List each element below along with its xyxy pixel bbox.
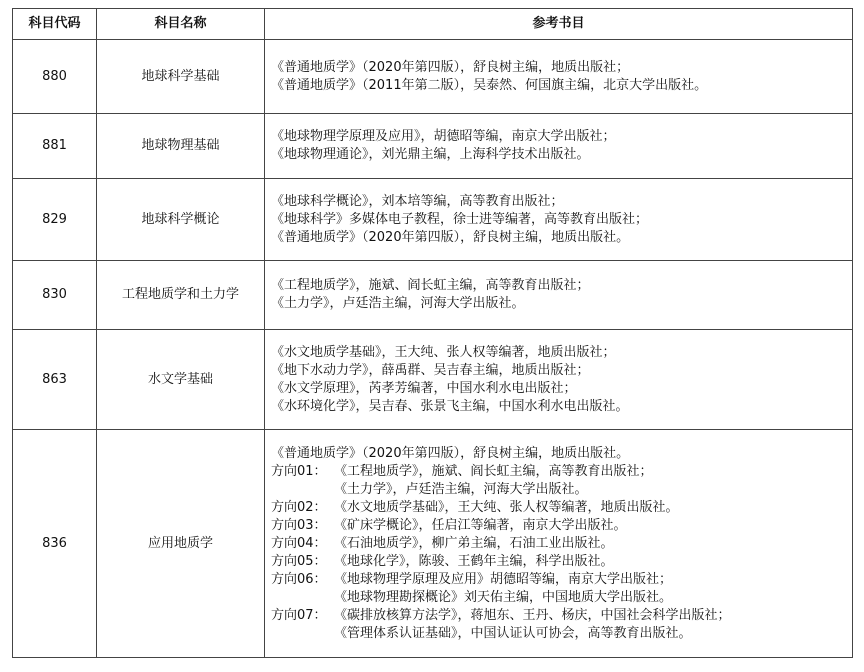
- subject-name: 地球科学基础: [97, 40, 265, 114]
- reference-text: 《土力学》，卢廷浩主编，河海大学出版社。: [271, 296, 525, 311]
- subject-name: 应用地质学: [97, 430, 265, 658]
- direction-label: 方向07：: [271, 607, 327, 623]
- reference-text: 《地球化学》，陈骏、王鹤年主编，科学出版社。: [334, 553, 614, 569]
- reference-books: [265, 114, 853, 179]
- direction-label: 方向01：: [271, 463, 327, 479]
- subject-code: 836: [13, 430, 97, 658]
- reference-text: 《地球物理学原理及应用》，胡德昭等编，南京大学出版社；: [271, 129, 616, 144]
- reference-text: 《矿床学概论》，任启江等编著，南京大学出版社。: [334, 517, 627, 533]
- subject-code: 830: [13, 261, 97, 330]
- reference-line: [271, 211, 852, 229]
- reference-text: 《石油地质学》，柳广弟主编，石油工业出版社。: [334, 535, 614, 551]
- table-row: [13, 261, 853, 330]
- reference-text: 《普通地质学》（2020年第四版），舒良树主编，地质出版社。: [271, 445, 630, 461]
- table-row: [13, 430, 853, 658]
- reference-text: 《土力学》，卢廷浩主编，河海大学出版社。: [334, 481, 588, 497]
- reference-line: [271, 463, 852, 481]
- reference-books: [265, 179, 853, 261]
- direction-label: 方向05：: [271, 553, 327, 569]
- reference-line: [271, 128, 852, 146]
- subject-code: 829: [13, 179, 97, 261]
- reference-line: [271, 398, 852, 416]
- reference-text: 《地球科学》多媒体电子教程，徐士进等编著，高等教育出版社；: [271, 211, 649, 227]
- reference-text: 《工程地质学》，施斌、阎长虹主编，高等教育出版社；: [271, 278, 590, 293]
- reference-line: [271, 344, 852, 362]
- reference-line: [271, 553, 852, 571]
- reference-text: 《管理体系认证基础》，中国认证认可协会，高等教育出版社。: [334, 625, 692, 641]
- reference-text: 《普通地质学》（2020年第四版），舒良树主编，地质出版社。: [271, 229, 630, 245]
- reference-books: [265, 261, 853, 330]
- reference-text: 《水文学原理》，芮孝芳编著，中国水利水电出版社；: [271, 380, 577, 396]
- reference-line: [271, 295, 852, 313]
- reference-line: [271, 481, 852, 499]
- reference-line: [271, 625, 852, 643]
- reference-books: [265, 430, 853, 658]
- direction-label: 方向06：: [271, 571, 327, 587]
- reference-line: [271, 535, 852, 553]
- direction-label: 方向03：: [271, 517, 327, 533]
- reference-text: 《水文地质学基础》，王大纯、张人权等编著，地质出版社。: [334, 499, 679, 515]
- reference-text: 《普通地质学》（2011年第二版），吴泰然、何国旗主编，北京大学出版社。: [271, 77, 708, 93]
- direction-label: 方向04：: [271, 535, 327, 551]
- reference-table: [12, 8, 853, 658]
- reference-text: 《碳排放核算方法学》，蒋旭东、王丹、杨庆，中国社会科学出版社；: [334, 607, 731, 623]
- subject-name: 地球科学概论: [97, 179, 265, 261]
- header-code: 科目代码: [13, 9, 97, 40]
- reference-line: [271, 607, 852, 625]
- reference-text: 《普通地质学》（2020年第四版），舒良树主编，地质出版社；: [271, 59, 630, 75]
- reference-line: [271, 362, 852, 380]
- subject-code: 881: [13, 114, 97, 179]
- reference-line: [271, 146, 852, 164]
- reference-line: [271, 77, 852, 95]
- reference-line: [271, 445, 852, 463]
- reference-line: [271, 277, 852, 295]
- reference-line: [271, 589, 852, 607]
- subject-name: 水文学基础: [97, 330, 265, 430]
- reference-line: [271, 517, 852, 535]
- header-refs: 参考书目: [265, 9, 853, 40]
- reference-line: [271, 499, 852, 517]
- reference-text: 《地球科学概论》，刘本培等编，高等教育出版社；: [271, 193, 564, 209]
- subject-name: 地球物理基础: [97, 114, 265, 179]
- reference-text: 《工程地质学》，施斌、阎长虹主编，高等教育出版社；: [334, 463, 653, 479]
- header-name: 科目名称: [97, 9, 265, 40]
- table-row: [13, 179, 853, 261]
- direction-label: 方向02：: [271, 499, 327, 515]
- reference-line: [271, 380, 852, 398]
- reference-text: 《地下水动力学》，薛禹群、吴吉春主编，地质出版社；: [271, 362, 590, 378]
- reference-text: 《地球物理通论》，刘光鼎主编，上海科学技术出版社。: [271, 147, 590, 162]
- reference-text: 《地球物理勘探概论》刘天佑主编，中国地质大学出版社。: [334, 589, 673, 605]
- reference-line: [271, 229, 852, 247]
- table-row: [13, 40, 853, 114]
- reference-line: [271, 193, 852, 211]
- reference-line: [271, 571, 852, 589]
- reference-text: 《水环境化学》，吴吉春、张景飞主编，中国水利水电出版社。: [271, 398, 629, 414]
- table-row: [13, 114, 853, 179]
- reference-line: [271, 59, 852, 77]
- reference-books: [265, 40, 853, 114]
- reference-books: [265, 330, 853, 430]
- reference-text: 《地球物理学原理及应用》胡德昭等编，南京大学出版社；: [334, 571, 673, 587]
- table-row: [13, 330, 853, 430]
- reference-text: 《水文地质学基础》，王大纯、张人权等编著，地质出版社；: [271, 344, 616, 360]
- subject-code: 863: [13, 330, 97, 430]
- header-row: [13, 9, 853, 40]
- subject-code: 880: [13, 40, 97, 114]
- subject-name: 工程地质学和土力学: [97, 261, 265, 330]
